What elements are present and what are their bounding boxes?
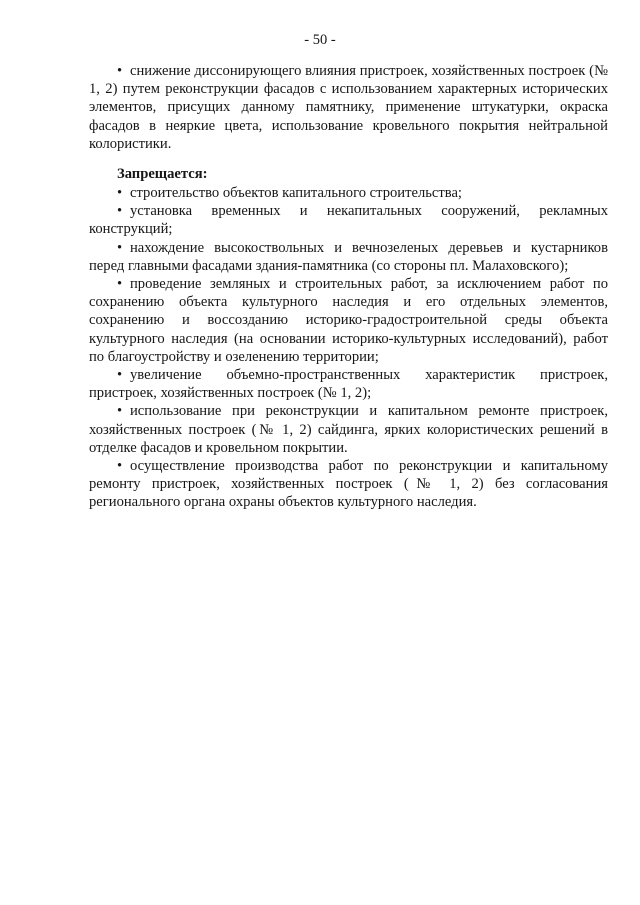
prohibited-item <box>89 457 608 512</box>
bullet-icon: • <box>117 403 123 420</box>
intro-section <box>89 62 608 153</box>
prohibited-item-text: нахождение высокоствольных и вечнозеленых деревьев и кустарников перед главными фасадами здания-памятника (со стороны пл. Малаховского); <box>89 239 608 274</box>
prohibited-heading: Запрещается: <box>117 166 208 182</box>
prohibited-list <box>89 184 608 512</box>
bullet-icon: • <box>117 239 123 256</box>
bullet-icon: • <box>117 185 123 201</box>
page-number: - 50 - <box>304 32 336 48</box>
bullet-icon: • <box>117 63 123 79</box>
prohibited-item <box>89 366 608 402</box>
prohibited-item <box>89 184 608 202</box>
prohibited-item-text: строительство объектов капитального строительства; <box>130 185 462 201</box>
bullet-icon: • <box>117 203 123 220</box>
bullet-icon: • <box>117 276 123 293</box>
prohibited-item-text: проведение земляных и строительных работ, за исключением работ по сохранению объекта культурного наследия и его отдельных элементов, сохранению и воссозданию историко-градостроительной среды объекта культурного наследия (на основании историко-культурных исследований), работ по благоустройству и озеленению территории; <box>89 276 608 365</box>
intro-item <box>89 62 608 153</box>
prohibited-item-text: использование при реконструкции и капитальном ремонте пристроек, хозяйственных построек (№ 1, 2) сайдинга, ярких колористических решений в отделке фасадов и кровельном покрытии. <box>89 403 608 456</box>
prohibited-item-text: установка временных и некапитальных сооружений, рекламных конструкций; <box>89 203 608 238</box>
prohibited-item-text: увеличение объемно-пространственных характеристик пристроек, пристроек, хозяйственных построек (№ 1, 2); <box>89 367 608 402</box>
prohibited-item-text: осуществление производства работ по реконструкции и капитальному ремонту пристроек, хозяйственных построек (№ 1, 2) без согласования регионального органа охраны объектов культурного наследия. <box>89 458 608 511</box>
prohibited-item <box>89 275 608 366</box>
bullet-icon: • <box>117 458 123 475</box>
prohibited-item <box>89 202 608 238</box>
bullet-icon: • <box>117 367 123 384</box>
prohibited-item <box>89 402 608 457</box>
intro-item-text: снижение диссонирующего влияния пристроек, хозяйственных построек (№ 1, 2) путем реконструкции фасадов с использованием характерных исторических элементов, присущих данному памятнику, применение штукатурки, окраска фасадов в неяркие цвета, использование кровельного покрытия нейтральной колористики. <box>89 63 608 152</box>
prohibited-item <box>89 239 608 275</box>
